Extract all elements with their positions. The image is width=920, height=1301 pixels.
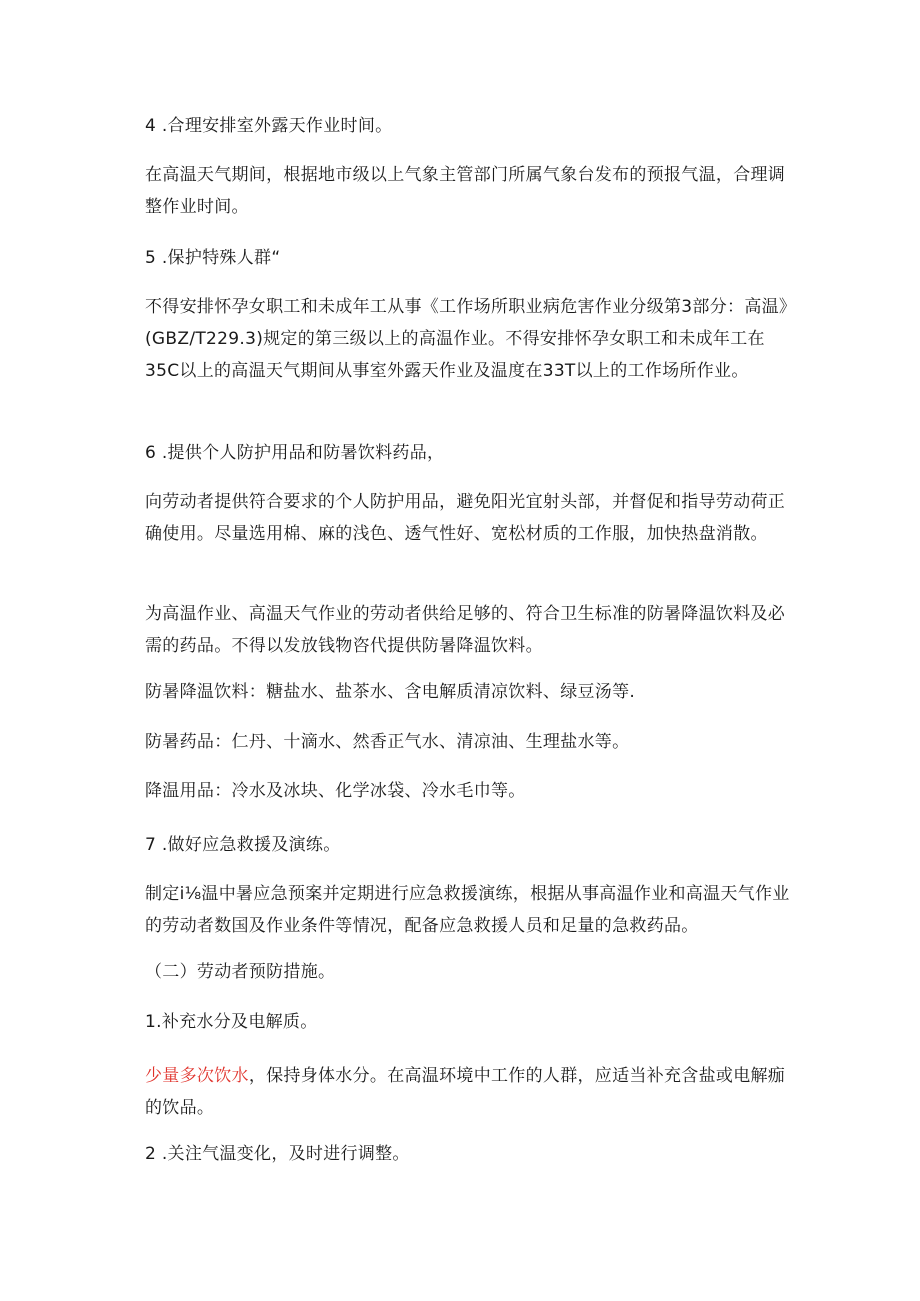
heading-item-4: 4 .合理安排室外露天作业时间。 [145,116,393,136]
list-line-drinks: 防暑降温饮料：糖盐水、盐茶水、含电解质清凉饮料、绿豆汤等. [145,682,636,702]
heading-item-6: 6 .提供个人防护用品和防暑饮料药品， [145,443,445,463]
paragraph-text: ，保持身体水分。在高温环境中工作的人群，应适当补充含盐或电解痂的饮品。 [145,1066,786,1118]
heading-item-1: 1.补充水分及电解质。 [145,1012,318,1032]
paragraph: 向劳动者提供符合要求的个人防护用品，避免阳光宜射头部，并督促和指导劳动荷正确使用。尽量选用棉、麻的浅色、透气性好、宽松材质的工作服，加快热盘消散。 [145,492,786,544]
heading-item-2: 2 .关注气温变化，及时进行调整。 [145,1144,410,1164]
heading-item-5: 5 .保护特殊人群“ [145,248,281,268]
heading-item-7: 7 .做好应急救援及演练。 [145,835,341,855]
section-heading: （二）劳动者预防措施。 [145,962,336,982]
paragraph: 在高温天气期间，根据地市级以上气象主管部门所属气象台发布的预报气温，合理调整作业时间。 [145,165,786,217]
highlighted-text: 少量多次饮水 [145,1066,249,1086]
paragraph-with-highlight [145,1060,795,1124]
paragraph: 为高温作业、高温天气作业的劳动者供给足够的、符合卫生标准的防暑降温饮料及必需的药品。不得以发放钱物咨代提供防暑降温饮料。 [145,604,786,656]
paragraph: 制定i⅛温中暑应急预案并定期进行应急救援演练，根据从事高温作业和高温天气作业的劳动者数国及作业条件等情况，配备应急救援人员和足量的急救药品。 [145,884,790,936]
paragraph: 不得安排怀孕女职工和未成年工从事《工作场所职业病危害作业分级第3部分：高温》(GBZ/T229.3)规定的第三级以上的高温作业。不得安排怀孕女职工和未成年工在35C以上的高温天气期间从事室外露天作业及温度在33T以上的工作场所作业。 [145,297,788,381]
list-line-cooling-items: 降温用品：冷水及冰块、化学冰袋、冷水毛巾等。 [145,781,526,801]
list-line-medicines: 防暑药品：仁丹、十滴水、然香正气水、清凉油、生理盐水等。 [145,732,630,752]
